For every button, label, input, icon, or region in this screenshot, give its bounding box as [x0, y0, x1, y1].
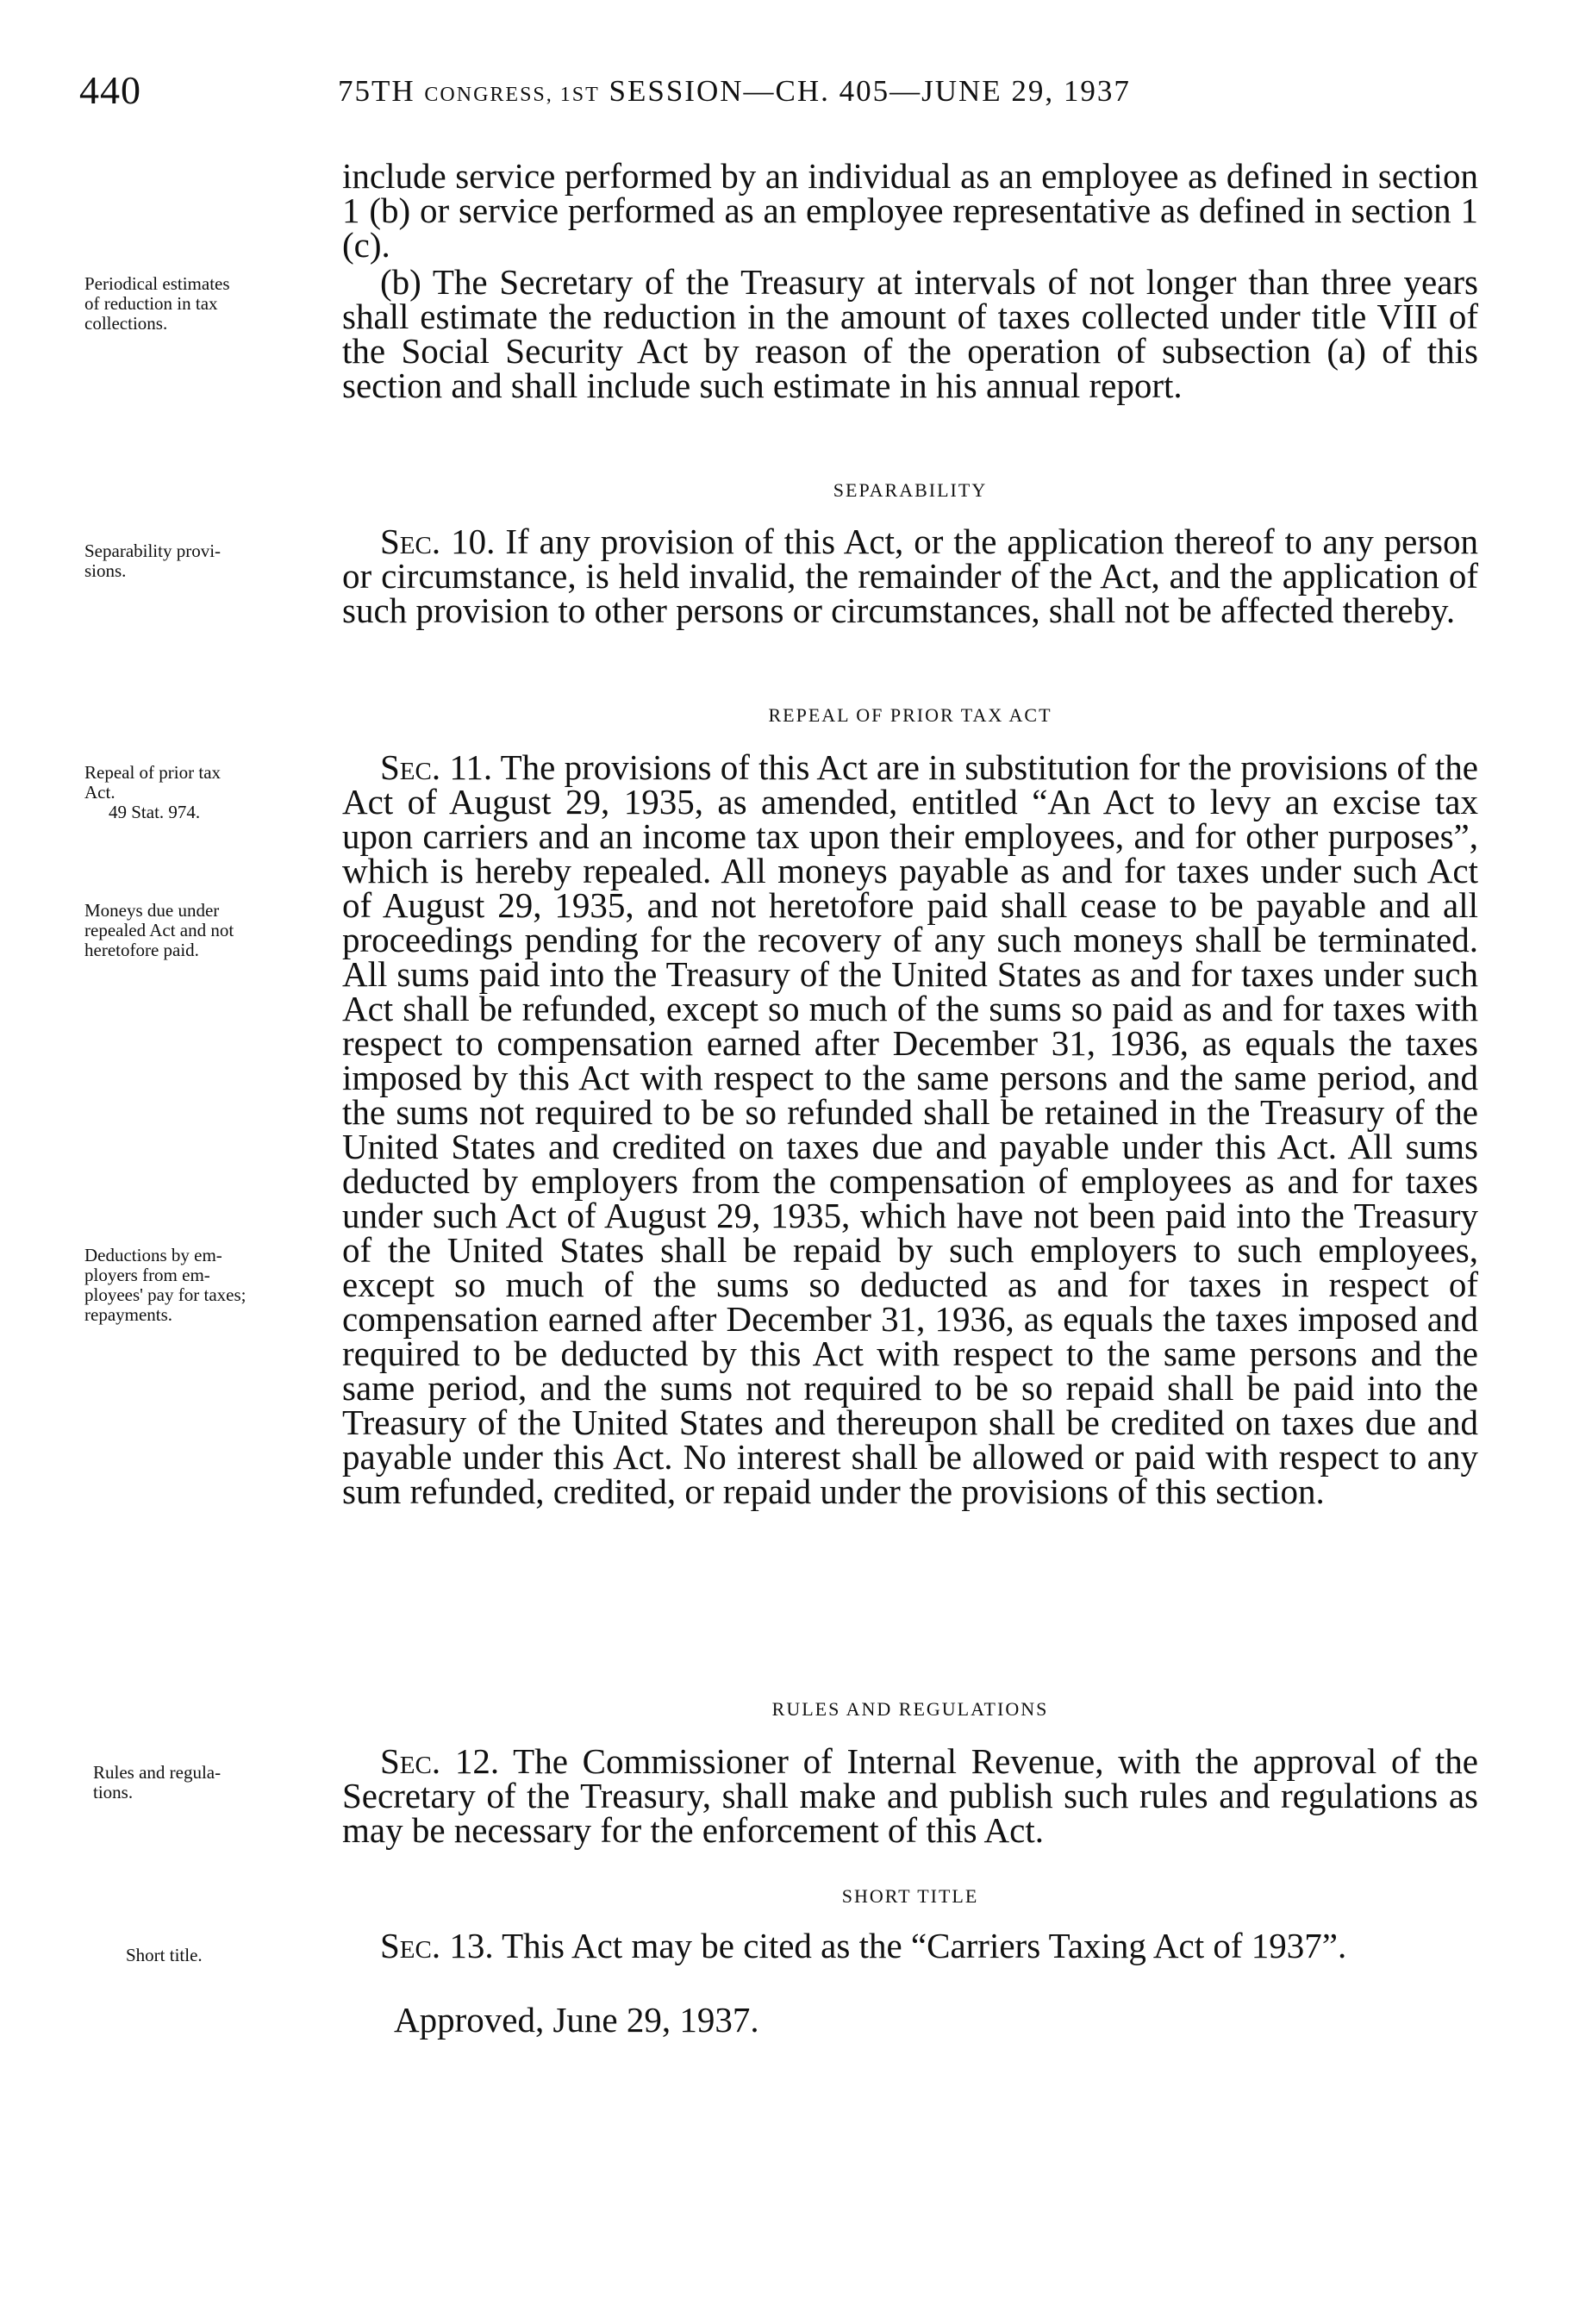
margin-note-line: Moneys due under	[84, 900, 220, 921]
section-13-label: Sec. 13.	[380, 1926, 494, 1965]
section-10-label: Sec. 10.	[380, 522, 496, 561]
margin-note-line: tions.	[93, 1782, 134, 1802]
running-head-congress: 75TH	[338, 74, 415, 108]
running-head-session: SESSION—CH. 405—JUNE 29, 1937	[599, 74, 1131, 108]
margin-note-line: repayments.	[84, 1304, 173, 1325]
section-10-text: If any provision of this Act, or the application thereof to any person or circumstance, is held invalid, the remainder of the Act, and the application of such provision to other persons or circumstances, shall not be affected thereby.	[342, 522, 1478, 630]
margin-note-line: Periodical estimates	[84, 273, 230, 294]
margin-note-line: Rules and regula-	[93, 1762, 222, 1783]
margin-note-line: ployers from em-	[84, 1265, 210, 1285]
margin-note-deductions	[84, 1246, 343, 1325]
margin-note-citation: 49 Stat. 974.	[109, 802, 201, 822]
margin-note-line: Short title.	[126, 1945, 203, 1965]
section-12-label: Sec. 12.	[380, 1741, 500, 1781]
margin-note-line: Separability provi-	[84, 540, 222, 561]
heading-rules-and-regulations: RULES AND REGULATIONS	[771, 1698, 1049, 1720]
section-9-paragraph-b	[342, 262, 1478, 405]
heading-short-title: SHORT TITLE	[841, 1885, 979, 1907]
heading-separability: SEPARABILITY	[833, 479, 988, 501]
margin-note-moneys-due	[84, 901, 343, 960]
running-head-congress-sc: CONGRESS, 1ST	[424, 84, 600, 106]
margin-note-line: Act.	[84, 782, 115, 803]
section-10	[342, 524, 1478, 628]
margin-note-line: repealed Act and not	[84, 920, 234, 940]
page-number: 440	[79, 68, 141, 112]
approved-date: Approved, June 29, 1937.	[394, 2000, 759, 2040]
margin-note-separability	[84, 541, 343, 581]
section-11-text: The provisions of this Act are in substitution for the provisions of the Act of August 29, 1935, as amended, entitled “An Act to levy an excise tax upon carriers and an income tax upon their employees, and for other purposes”, which is hereby repealed. All moneys payable as and for taxes under such Act of August 29, 1935, and not heretofore paid shall cease to be payable and all proceedings pending for the recovery of any such moneys shall be terminated. All sums paid into the Treasury of the United States as and for taxes under such Act shall be refunded, except so much of the sums so paid as and for taxes with respect to compensation earned after December 31, 1936, as equals the taxes imposed by this Act with respect to the same persons and the same period, and the sums not required to be so refunded shall be retained in the Treasury of the United States and credited on taxes due and payable under this Act. All sums deducted by employers from the compensation of employees as and for taxes under such Act of August 29, 1935, which have not been paid into the Treasury of the United States shall be repaid by such employers to such employees, except so much of the sums so deducted as and for taxes in respect of compensation earned after December 31, 1936, as equals the taxes imposed and required to be deducted by this Act with respect to the same persons and the same period, and the sums not required to be so repaid shall be paid into the Treasury of the United States and thereupon shall be credited on taxes due and payable under this Act. No interest shall be allowed or paid with respect to any sum refunded, credited, or repaid under the provisions of this section.	[342, 747, 1478, 1511]
section-13-text: This Act may be cited as the “Carriers Taxing Act of 1937”.	[493, 1926, 1347, 1965]
margin-note-line: heretofore paid.	[84, 940, 199, 960]
section-12	[342, 1741, 1479, 1850]
heading-repeal-of-prior-tax-act: REPEAL OF PRIOR TAX ACT	[768, 704, 1052, 726]
continuation-paragraph: include service performed by an individual as an employee as defined in section 1 (b) or service performed as an employee representative as defined in section 1 (c).	[342, 156, 1478, 265]
section-13	[342, 1928, 1478, 1963]
section-12-text: The Commissioner of Internal Revenue, with the approval of the Secretary of the Treasury, shall make and publish such rules and regulations as may be necessary for the enforcement of this Act.	[342, 1741, 1479, 1850]
margin-note-line: sions.	[84, 560, 127, 581]
margin-note-line: Repeal of prior tax	[84, 762, 222, 783]
section-11-label: Sec. 11.	[380, 747, 493, 787]
section-11	[342, 747, 1478, 1511]
paragraph-b: (b) The Secretary of the Treasury at intervals of not longer than three years shall estimate the reduction in the amount of taxes collected under title VIII of the Social Security Act by reason of the operation of subsection (a) of this section and shall include such estimate in his annual report.	[342, 262, 1478, 405]
margin-note-line: of reduction in tax	[84, 293, 218, 314]
running-head	[338, 74, 1484, 109]
margin-note-repeal	[84, 763, 343, 822]
margin-note-rules	[93, 1763, 352, 1802]
margin-note-line: ployees' pay for taxes;	[84, 1284, 247, 1305]
margin-note-line: collections.	[84, 313, 168, 334]
margin-note-periodical-estimates	[84, 274, 343, 334]
section-9-continuation	[342, 156, 1478, 265]
margin-note-line: Deductions by em-	[84, 1245, 222, 1265]
